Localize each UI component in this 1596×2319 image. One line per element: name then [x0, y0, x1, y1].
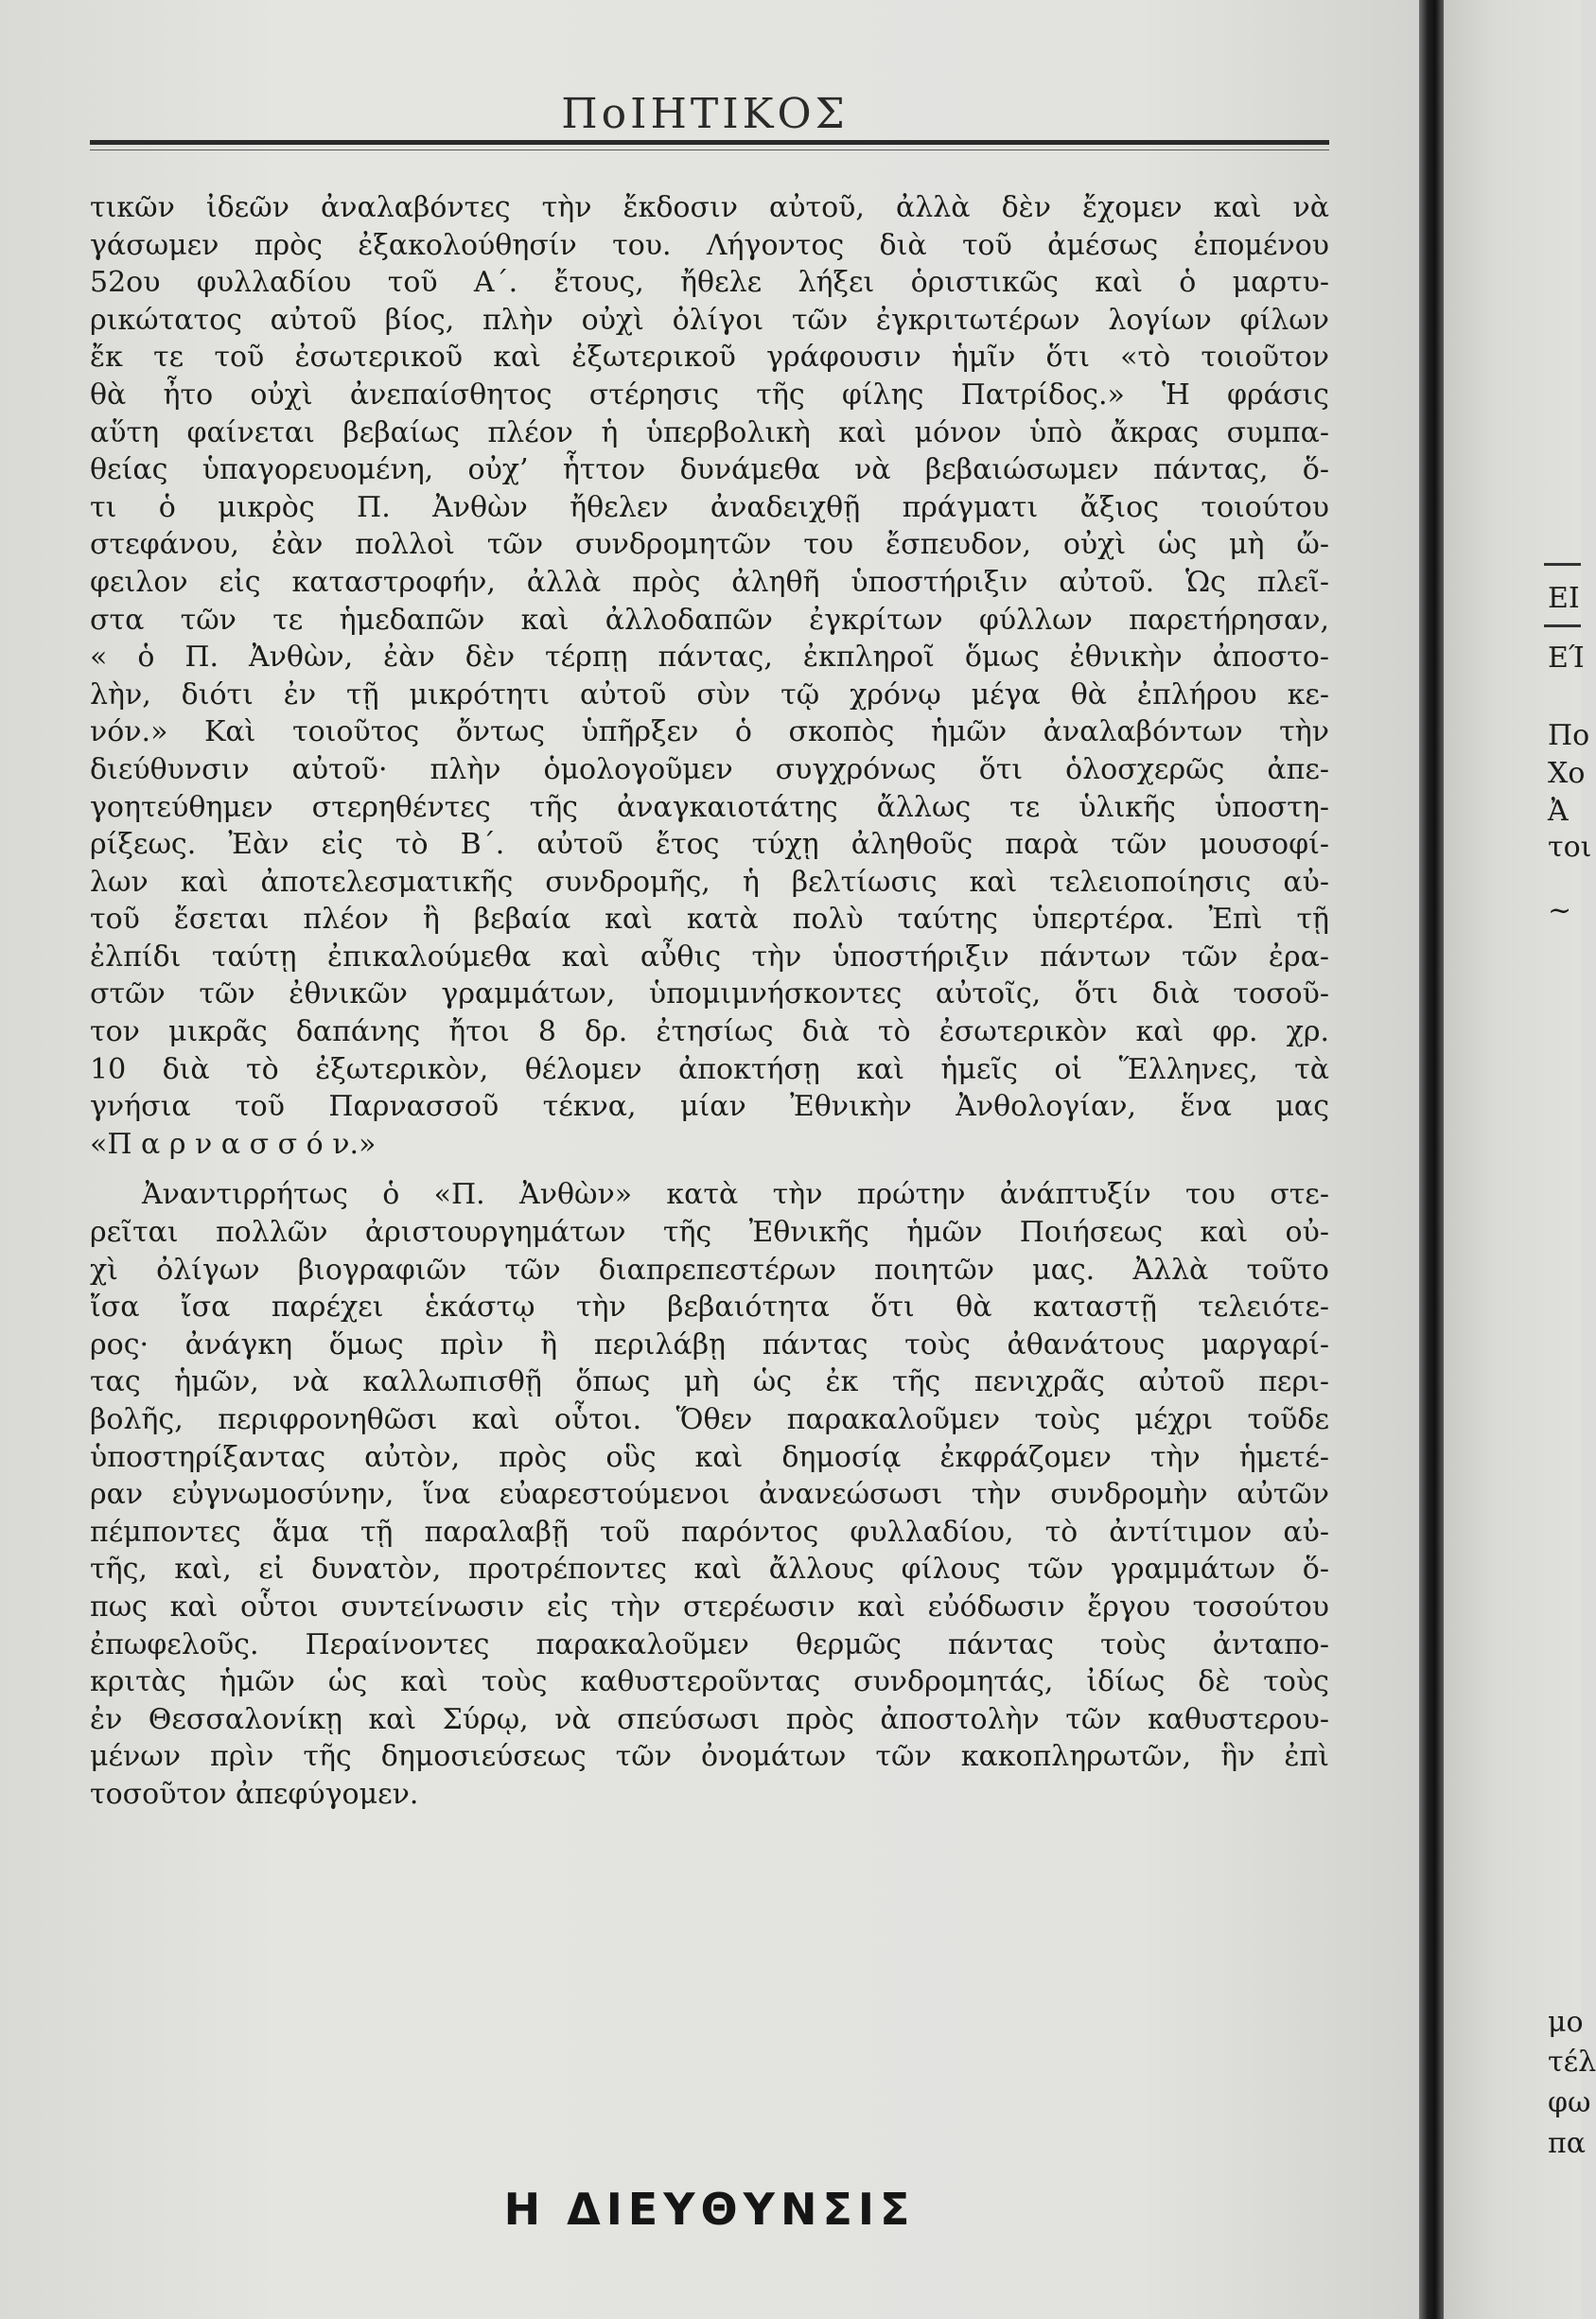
text-line: τικῶν ἰδεῶν ἀναλαβόντες τὴν ἔκδοσιν αὐτοῦ, ἀλλὰ δὲν ἔχομεν καὶ νὰ — [90, 191, 1329, 224]
text-line: τι ὁ μικρὸς Π. Ἀνθὼν ἤθελεν ἀναδειχθῇ πράγματι ἄξιος τοιούτου — [90, 490, 1329, 524]
text-line: ραν εὐγνωμοσύνην, ἵνα εὐαρεστούμενοι ἀνανεώσωσι τὴν συνδρομὴν αὐτῶν — [90, 1478, 1329, 1512]
paragraph-gap — [90, 1163, 1329, 1176]
adjacent-page-fragment: ΕΊ — [1548, 641, 1585, 675]
adjacent-page-fragment: φω — [1548, 2086, 1591, 2119]
adjacent-page-fragment: ~ — [1548, 894, 1572, 927]
text-line: φειλον εἰς καταστροφήν, ἀλλὰ πρὸς ἀληθῆ ὑποστήριξιν αὐτοῦ. Ὡς πλεῖ- — [90, 565, 1329, 599]
paragraph-1 — [90, 189, 1329, 1163]
adjacent-page-fragment: Ἀ — [1548, 795, 1569, 828]
text-line: χὶ ὀλίγων βιογραφιῶν τῶν διαπρεπεστέρων ποιητῶν μας. Ἀλλὰ τοῦτο — [90, 1253, 1329, 1287]
text-line: τῆς, καὶ, εἰ δυνατὸν, προτρέποντες καὶ ἄλλους φίλους τῶν γραμμάτων ὅ- — [90, 1553, 1329, 1587]
text-line: ὑποστηρίξαντας αὐτὸν, πρὸς οὓς καὶ δημοσίᾳ ἐκφράζομεν τὴν ἡμετέ- — [90, 1440, 1329, 1474]
text-line: Ἀναντιρρήτως ὁ «Π. Ἀνθὼν» κατὰ τὴν πρώτην ἀνάπτυξίν του στε- — [142, 1178, 1329, 1212]
text-line: τοῦ ἔσεται πλέον ἢ βεβαία καὶ κατὰ πολὺ ταύτης ὑπερτέρα. Ἐπὶ τῇ — [90, 903, 1329, 937]
text-line: βολῆς, περιφρονηθῶσι καὶ οὗτοι. Ὅθεν παρακαλοῦμεν τοὺς μέχρι τοῦδε — [90, 1403, 1329, 1436]
text-line: ἐπωφελοῦς. Περαίνοντες παρακαλοῦμεν θερμῶς πάντας τοὺς ἀνταπο- — [90, 1627, 1329, 1661]
adjacent-page-fragment: πα — [1548, 2127, 1586, 2160]
body-text — [90, 189, 1329, 1814]
text-line: γοητεύθημεν στερηθέντες τῆς ἀναγκαιοτάτης ἄλλως τε ὑλικῆς ὑποστη- — [90, 790, 1329, 824]
text-line: τοσοῦτον ἀπεφύγομεν. — [90, 1777, 419, 1811]
adjacent-page-fragment: τέλ — [1548, 2046, 1596, 2079]
text-line: ἔκ τε τοῦ ἐσωτερικοῦ καὶ ἐξωτερικοῦ γράφουσιν ἡμῖν ὅτι «τὸ τοιοῦτον — [90, 341, 1329, 375]
page-header: ΠοΙΗΤΙΚΟΣ — [561, 90, 849, 138]
adjacent-page-rule — [1544, 624, 1581, 627]
text-line: ρίξεως. Ἐὰν εἰς τὸ Β΄. αὐτοῦ ἔτος τύχῃ ἀληθοῦς παρὰ τῶν μουσοφί- — [90, 828, 1329, 862]
text-line: γνήσια τοῦ Παρνασσοῦ τέκνα, μίαν Ἐθνικὴν Ἀνθολογίαν, ἕνα μας — [90, 1090, 1329, 1124]
text-line: λὴν, διότι ἐν τῇ μικρότητι αὐτοῦ σὺν τῷ χρόνῳ μέγα θὰ ἐπλήρου κε- — [90, 677, 1329, 712]
text-line: κριτὰς ἡμῶν ὡς καὶ τοὺς καθυστεροῦντας συνδρομητάς, ἰδίως δὲ τοὺς — [90, 1665, 1329, 1699]
text-line: 52ου φυλλαδίου τοῦ Α΄. ἔτους, ἤθελε λήξει ὁριστικῶς καὶ ὁ μαρτυ- — [90, 266, 1329, 300]
paragraph-2 — [90, 1176, 1329, 1813]
header-rule — [90, 140, 1329, 145]
text-line: πέμποντες ἅμα τῇ παραλαβῇ τοῦ παρόντος φυλλαδίου, τὸ ἀντίτιμον αὐ- — [90, 1515, 1329, 1549]
book-gutter — [1419, 0, 1444, 2319]
text-line: θείας ὑπαγορευομένη, οὐχ’ ἧττον δυνάμεθα νὰ βεβαιώσωμεν πάντας, ὅ- — [90, 453, 1329, 487]
adjacent-page-fragment: Χο — [1548, 757, 1586, 790]
text-line: μένων πρὶν τῆς δημοσιεύσεως τῶν ὀνομάτων τῶν κακοπληρωτῶν, ἣν ἐπὶ — [90, 1740, 1329, 1774]
text-line: διεύθυνσιν αὐτοῦ· πλὴν ὁμολογοῦμεν συγχρόνως ὅτι ὁλοσχερῶς ἀπε- — [90, 752, 1329, 786]
text-line: θὰ ἦτο οὐχὶ ἀνεπαίσθητος στέρησις τῆς φίλης Πατρίδος.» Ἡ φράσις — [90, 378, 1329, 412]
adjacent-page-fragment: μο — [1548, 2006, 1584, 2039]
text-line: ἐλπίδι ταύτῃ ἐπικαλούμεθα καὶ αὖθις τὴν ὑποστήριξιν πάντων τῶν ἐρα- — [90, 940, 1329, 974]
adjacent-page-fragment: Πο — [1548, 719, 1590, 752]
text-line: 10 διὰ τὸ ἐξωτερικὸν, θέλομεν ἀποκτήσῃ καὶ ἡμεῖς οἱ Ἕλληνες, τὰ — [90, 1052, 1329, 1086]
text-line: τας ἡμῶν, νὰ καλλωπισθῇ ὅπως μὴ ὡς ἐκ τῆς πενιχρᾶς αὐτοῦ περι- — [90, 1365, 1329, 1399]
text-line: αὕτη φαίνεται βεβαίως πλέον ἡ ὑπερβολικὴ καὶ μόνον ὑπὸ ἄκρας συμπα- — [90, 415, 1329, 449]
text-line: στεφάνου, ἐὰν πολλοὶ τῶν συνδρομητῶν του ἔσπευδον, οὐχὶ ὡς μὴ ὤ- — [90, 528, 1329, 562]
text-line: γάσωμεν πρὸς ἐξακολούθησίν του. Λήγοντος διὰ τοῦ ἀμέσως ἐπομένου — [90, 228, 1329, 262]
text-line: « ὁ Π. Ἀνθὼν, ἐὰν δὲν τέρπῃ πάντας, ἐκπληροῖ ὅμως ἐθνικὴν ἀποστο- — [90, 641, 1329, 675]
text-line: ἐν Θεσσαλονίκῃ καὶ Σύρῳ, νὰ σπεύσωσι πρὸς ἀποστολὴν τῶν καθυστερου- — [90, 1702, 1329, 1736]
text-line: λων καὶ ἀποτελεσματικῆς συνδρομῆς, ἡ βελτίωσις καὶ τελειοποίησις αὐ- — [90, 865, 1329, 899]
text-line: στῶν τῶν ἐθνικῶν γραμμάτων, ὑπομιμνήσκοντες αὐτοῖς, ὅτι διὰ τοσοῦ- — [90, 977, 1329, 1011]
text-line: τον μικρᾶς δαπάνης ἤτοι 8 δρ. ἐτησίως διὰ τὸ ἐσωτερικὸν καὶ φρ. χρ. — [90, 1015, 1329, 1049]
adjacent-page-fragment: ΕΙ — [1548, 582, 1580, 615]
text-line: πως καὶ οὗτοι συντείνωσιν εἰς τὴν στερέωσιν καὶ εὐόδωσιν ἔργου τοσούτου — [90, 1590, 1329, 1624]
text-line: ρικώτατος αὐτοῦ βίος, πλὴν οὐχὶ ὀλίγοι τῶν ἐγκριτωτέρων λογίων φίλων — [90, 303, 1329, 337]
text-line: στα τῶν τε ἡμεδαπῶν καὶ ἀλλοδαπῶν ἐγκρίτων φύλλων παρετήρησαν, — [90, 603, 1329, 637]
text-line: «Π α ρ ν α σ σ ό ν.» — [90, 1127, 377, 1161]
signature-heading: Η ΔΙΕΥΘΥΝΣΙΣ — [503, 2184, 916, 2235]
text-line: ρος· ἀνάγκη ὅμως πρὶν ἢ περιλάβῃ πάντας τοὺς ἀθανάτους μαργαρί- — [90, 1327, 1329, 1362]
adjacent-page-fragment: τοι — [1548, 831, 1592, 864]
adjacent-page-rule — [1544, 563, 1581, 566]
text-line: νόν.» Καὶ τοιοῦτος ὄντως ὑπῆρξεν ὁ σκοπὸς ἡμῶν ἀναλαβόντων τὴν — [90, 715, 1329, 749]
text-line: ρεῖται πολλῶν ἀριστουργημάτων τῆς Ἐθνικῆς ἡμῶν Ποιήσεως καὶ οὐ- — [90, 1216, 1329, 1250]
header-rule-thin — [90, 149, 1329, 150]
adjacent-page — [1444, 0, 1581, 2319]
text-line: ἴσα ἴσα παρέχει ἑκάστῳ τὴν βεβαιότητα ὅτι θὰ καταστῇ τελειότε- — [90, 1291, 1329, 1325]
